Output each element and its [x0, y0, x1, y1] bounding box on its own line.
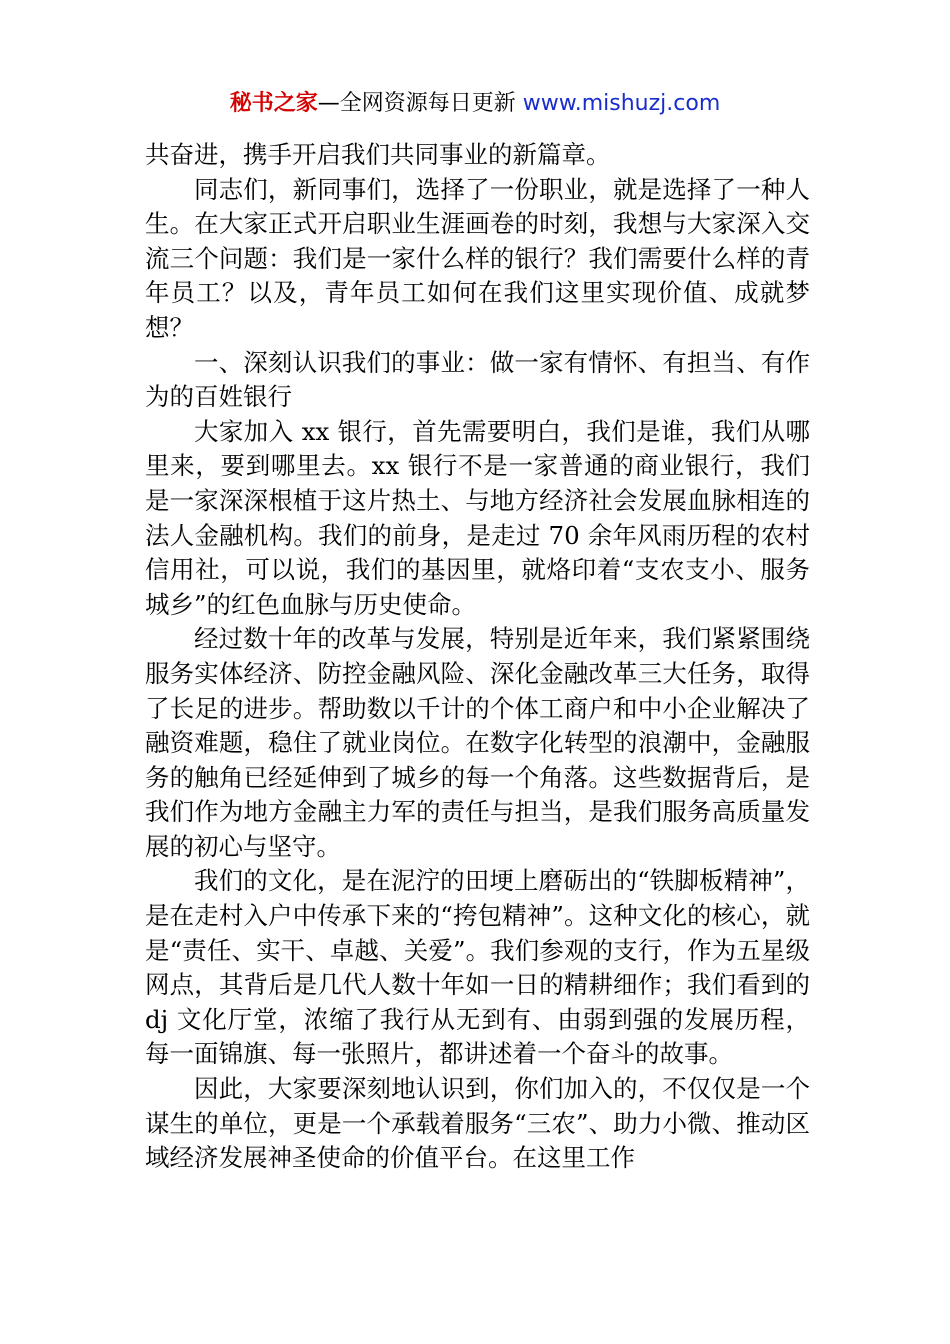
paragraph-who-we-are: 大家加入 xx 银行，首先需要明白，我们是谁，我们从哪里来，要到哪里去。xx 银行不是一家普通的商业银行，我们是一家深深根植于这片热土、与地方经济社会发展血脉相连的法人金融机构。我们的前身，是走过 70 余年风雨历程的农村信用社，可以说，我们的基因里，就烙印着“支农支小、服务城乡”的红色血脉与历史使命。: [145, 416, 810, 619]
document-body: [145, 138, 810, 1176]
section-heading-1: 一、深刻认识我们的事业：做一家有情怀、有担当、有作为的百姓银行: [145, 347, 810, 412]
paragraph-development: 经过数十年的改革与发展，特别是近年来，我们紧紧围绕服务实体经济、防控金融风险、深化金融改革三大任务，取得了长足的进步。帮助数以千计的个体工商户和中小企业解决了融资难题，稳住了就业岗位。在数字化转型的浪潮中，金融服务的触角已经延伸到了城乡的每一个角落。这些数据背后，是我们作为地方金融主力军的责任与担当，是我们服务高质量发展的初心与坚守。: [145, 624, 810, 861]
paragraph-culture: 我们的文化，是在泥泞的田埂上磨砺出的“铁脚板精神”，是在走村入户中传承下来的“挎包精神”。这种文化的核心，就是“责任、实干、卓越、关爱”。我们参观的支行，作为五星级网点，其背后是几代人数十年如一日的精耕细作；我们看到的 dj 文化厅堂，浓缩了我行从无到有、由弱到强的发展历程，每一面锦旗、每一张照片，都讲述着一个奋斗的故事。: [145, 866, 810, 1069]
paragraph-intro: 同志们，新同事们，选择了一份职业，就是选择了一种人生。在大家正式开启职业生涯画卷的时刻，我想与大家深入交流三个问题：我们是一家什么样的银行？我们需要什么样的青年员工？以及，青年员工如何在我们这里实现价值、成就梦想？: [145, 174, 810, 342]
site-url-link[interactable]: www.mishuzj.com: [522, 91, 721, 116]
paragraph-continuation: 共奋进，携手开启我们共同事业的新篇章。: [145, 140, 611, 169]
header-tagline: —全网资源每日更新: [317, 91, 516, 116]
site-header: [0, 88, 950, 120]
brand-name: 秘书之家: [229, 91, 318, 116]
paragraph-mission: 因此，大家要深刻地认识到，你们加入的，不仅仅是一个谋生的单位，更是一个承载着服务“三农”、助力小微、推动区域经济发展神圣使命的价值平台。在这里工作: [145, 1074, 810, 1173]
